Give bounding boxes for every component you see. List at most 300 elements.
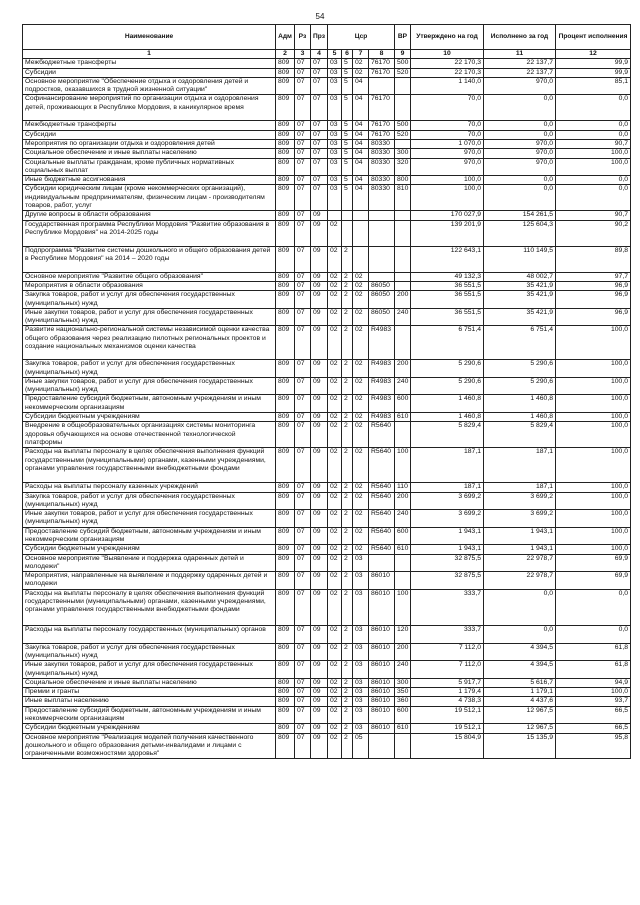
cell-prz: 09 [311, 220, 328, 246]
cell-rz: 07 [295, 185, 311, 211]
cell-approved: 4 738,3 [411, 697, 484, 706]
table-row [23, 149, 631, 158]
cell-vr: 100 [395, 448, 411, 483]
cell-percent: 89,8 [556, 246, 631, 272]
cell-csr-direction: 80330 [369, 176, 395, 185]
cell-vr: 350 [395, 688, 411, 697]
budget-execution-table [22, 24, 631, 759]
cell-approved: 100,0 [411, 176, 484, 185]
cell-executed: 1 460,8 [484, 413, 556, 422]
cell-rz: 07 [295, 395, 311, 413]
cell-executed: 187,1 [484, 448, 556, 483]
cell-vr [395, 246, 411, 272]
cell-csr-subprogram: 2 [342, 326, 353, 360]
cell-percent: 0,0 [556, 95, 631, 121]
cell-name: Мероприятия в области образования [23, 281, 276, 290]
cell-csr-subprogram: 5 [342, 77, 353, 95]
cell-csr-subprogram: 2 [342, 706, 353, 724]
cell-adm: 809 [276, 308, 295, 326]
cell-csr-event: 03 [353, 572, 369, 590]
cell-percent: 61,8 [556, 643, 631, 661]
cell-csr-event: 03 [353, 661, 369, 679]
cell-csr-program: 02 [328, 678, 342, 687]
cell-rz: 07 [295, 678, 311, 687]
table-row [23, 211, 631, 220]
header-name: Наименование [23, 25, 276, 50]
cell-csr-subprogram: 5 [342, 149, 353, 158]
column-numbers-row [23, 50, 631, 59]
cell-csr-program: 02 [328, 326, 342, 360]
cell-adm: 809 [276, 246, 295, 272]
cell-approved: 333,7 [411, 625, 484, 643]
cell-name: Предоставление субсидий бюджетным, автономным учреждениям и иным некоммерческим организациям [23, 706, 276, 724]
cell-percent: 99,9 [556, 59, 631, 68]
cell-csr-direction: 86050 [369, 281, 395, 290]
cell-name: Субсидии бюджетным учреждениям [23, 545, 276, 554]
cell-prz: 07 [311, 95, 328, 121]
cell-executed: 970,0 [484, 139, 556, 148]
cell-approved: 70,0 [411, 121, 484, 130]
table-header [23, 25, 631, 50]
cell-vr: 200 [395, 291, 411, 309]
cell-csr-event: 02 [353, 448, 369, 483]
cell-adm: 809 [276, 527, 295, 545]
cell-csr-direction: 76170 [369, 59, 395, 68]
cell-csr-direction: 86010 [369, 661, 395, 679]
cell-rz: 07 [295, 220, 311, 246]
cell-approved: 1 460,8 [411, 413, 484, 422]
cell-csr-program: 02 [328, 246, 342, 272]
cell-csr-event: 03 [353, 643, 369, 661]
cell-prz: 09 [311, 643, 328, 661]
cell-executed: 5 616,7 [484, 678, 556, 687]
cell-approved: 5 290,6 [411, 360, 484, 378]
cell-csr-subprogram: 2 [342, 272, 353, 281]
cell-csr-subprogram [342, 211, 353, 220]
cell-executed: 110 149,5 [484, 246, 556, 272]
cell-approved: 333,7 [411, 589, 484, 625]
cell-vr: 300 [395, 149, 411, 158]
cell-adm: 809 [276, 688, 295, 697]
cell-csr-subprogram: 2 [342, 688, 353, 697]
cell-csr-program: 03 [328, 121, 342, 130]
cell-name: Закупка товаров, работ и услуг для обеспечения государственных (муниципальных) нужд [23, 291, 276, 309]
cell-adm: 809 [276, 59, 295, 68]
cell-approved: 70,0 [411, 95, 484, 121]
cell-csr-direction [369, 733, 395, 759]
cell-csr-direction: 76170 [369, 68, 395, 77]
cell-name: Основное мероприятие "Выявление и поддержка одаренных детей и молодежи" [23, 554, 276, 572]
cell-executed: 1 943,1 [484, 545, 556, 554]
cell-approved: 100,0 [411, 185, 484, 211]
cell-csr-subprogram: 2 [342, 377, 353, 395]
cell-name: Социальное обеспечение и иные выплаты населению [23, 678, 276, 687]
cell-vr: 200 [395, 360, 411, 378]
cell-rz: 07 [295, 281, 311, 290]
cell-vr [395, 554, 411, 572]
cell-csr-direction: R4983 [369, 395, 395, 413]
table-row [23, 121, 631, 130]
cell-approved: 5 829,4 [411, 422, 484, 448]
cell-prz: 07 [311, 149, 328, 158]
cell-percent: 100,0 [556, 326, 631, 360]
cell-csr-program: 02 [328, 492, 342, 510]
cell-percent: 96,9 [556, 281, 631, 290]
cell-csr-event [353, 211, 369, 220]
cell-executed: 35 421,9 [484, 291, 556, 309]
cell-adm: 809 [276, 510, 295, 528]
cell-vr [395, 139, 411, 148]
cell-executed: 1 179,1 [484, 688, 556, 697]
cell-adm: 809 [276, 77, 295, 95]
cell-percent: 97,7 [556, 272, 631, 281]
cell-csr-event: 03 [353, 688, 369, 697]
cell-approved: 187,1 [411, 448, 484, 483]
cell-csr-event: 02 [353, 510, 369, 528]
cell-csr-program: 02 [328, 589, 342, 625]
cell-csr-program: 03 [328, 139, 342, 148]
cell-executed: 15 135,9 [484, 733, 556, 759]
column-number: 8 [369, 50, 395, 59]
cell-csr-direction: R5640 [369, 545, 395, 554]
cell-name: Основное мероприятие "Обеспечение отдыха и оздоровления детей и подростков, оказавшихся в трудной жизненной ситуации" [23, 77, 276, 95]
cell-prz: 09 [311, 706, 328, 724]
cell-name: Субсидии [23, 130, 276, 139]
cell-csr-program: 02 [328, 308, 342, 326]
table-row [23, 724, 631, 733]
cell-name: Основное мероприятие "Развитие общего образования" [23, 272, 276, 281]
cell-csr-program: 03 [328, 95, 342, 121]
cell-percent: 0,0 [556, 185, 631, 211]
cell-adm: 809 [276, 158, 295, 176]
cell-csr-subprogram: 2 [342, 510, 353, 528]
cell-name: Предоставление субсидий бюджетным, автономным учреждениям и иным некоммерческим организациям [23, 395, 276, 413]
cell-csr-event: 02 [353, 545, 369, 554]
cell-approved: 19 512,1 [411, 724, 484, 733]
cell-name: Субсидии бюджетным учреждениям [23, 413, 276, 422]
cell-adm: 809 [276, 724, 295, 733]
table-row [23, 483, 631, 492]
cell-prz: 09 [311, 272, 328, 281]
cell-approved: 49 132,3 [411, 272, 484, 281]
cell-rz: 07 [295, 139, 311, 148]
cell-adm: 809 [276, 95, 295, 121]
cell-approved: 3 699,2 [411, 492, 484, 510]
cell-csr-event: 03 [353, 625, 369, 643]
table-row [23, 510, 631, 528]
cell-percent: 90,7 [556, 139, 631, 148]
header-csr: Цср [328, 25, 395, 50]
cell-vr [395, 572, 411, 590]
cell-vr: 240 [395, 377, 411, 395]
column-number: 2 [276, 50, 295, 59]
cell-csr-subprogram: 5 [342, 95, 353, 121]
cell-vr: 600 [395, 395, 411, 413]
column-number: 9 [395, 50, 411, 59]
cell-adm: 809 [276, 395, 295, 413]
cell-adm: 809 [276, 272, 295, 281]
cell-approved: 19 512,1 [411, 706, 484, 724]
header-vr: ВР [395, 25, 411, 50]
header-prz: Прз [311, 25, 328, 50]
cell-vr: 100 [395, 589, 411, 625]
cell-csr-event: 02 [353, 413, 369, 422]
cell-prz: 07 [311, 59, 328, 68]
cell-percent: 100,0 [556, 510, 631, 528]
cell-csr-event: 02 [353, 326, 369, 360]
cell-prz: 09 [311, 281, 328, 290]
table-row [23, 448, 631, 483]
cell-csr-subprogram: 2 [342, 291, 353, 309]
cell-vr: 240 [395, 510, 411, 528]
cell-name: Закупка товаров, работ и услуг для обеспечения государственных (муниципальных) нужд [23, 360, 276, 378]
cell-csr-subprogram: 2 [342, 360, 353, 378]
cell-rz: 07 [295, 291, 311, 309]
column-number: 5 [328, 50, 342, 59]
cell-csr-program: 03 [328, 149, 342, 158]
cell-percent: 0,0 [556, 121, 631, 130]
page-number: 54 [315, 12, 325, 21]
cell-prz: 09 [311, 625, 328, 643]
cell-rz: 07 [295, 572, 311, 590]
cell-name: Иные закупки товаров, работ и услуг для обеспечения государственных (муниципальных) нужд [23, 308, 276, 326]
column-number: 12 [556, 50, 631, 59]
cell-name: Предоставление субсидий бюджетным, автономным учреждениям и иным некоммерческим организациям [23, 527, 276, 545]
cell-vr: 500 [395, 121, 411, 130]
cell-vr [395, 211, 411, 220]
cell-csr-direction: 86010 [369, 697, 395, 706]
cell-adm: 809 [276, 185, 295, 211]
table-row [23, 678, 631, 687]
cell-csr-program: 03 [328, 68, 342, 77]
cell-rz: 07 [295, 697, 311, 706]
cell-csr-direction: 86050 [369, 291, 395, 309]
cell-vr [395, 326, 411, 360]
cell-csr-direction: 80330 [369, 158, 395, 176]
cell-vr: 200 [395, 643, 411, 661]
cell-prz: 09 [311, 527, 328, 545]
cell-executed: 0,0 [484, 589, 556, 625]
cell-adm: 809 [276, 697, 295, 706]
table-row [23, 158, 631, 176]
cell-executed: 4 437,6 [484, 697, 556, 706]
cell-rz: 07 [295, 272, 311, 281]
cell-approved: 970,0 [411, 158, 484, 176]
cell-csr-event: 04 [353, 121, 369, 130]
table-row [23, 272, 631, 281]
cell-name: Межбюджетные трансферты [23, 121, 276, 130]
cell-rz: 07 [295, 448, 311, 483]
table-row [23, 625, 631, 643]
cell-csr-event: 04 [353, 185, 369, 211]
cell-csr-program: 02 [328, 413, 342, 422]
cell-rz: 07 [295, 77, 311, 95]
cell-percent: 0,0 [556, 176, 631, 185]
cell-prz: 09 [311, 661, 328, 679]
cell-adm: 809 [276, 377, 295, 395]
cell-csr-direction [369, 246, 395, 272]
cell-csr-program: 02 [328, 643, 342, 661]
table-row [23, 395, 631, 413]
cell-executed: 0,0 [484, 185, 556, 211]
cell-csr-event: 02 [353, 377, 369, 395]
cell-rz: 07 [295, 554, 311, 572]
cell-executed: 3 699,2 [484, 492, 556, 510]
cell-csr-event: 02 [353, 492, 369, 510]
table-row [23, 661, 631, 679]
cell-rz: 07 [295, 211, 311, 220]
cell-rz: 07 [295, 733, 311, 759]
cell-prz: 09 [311, 483, 328, 492]
cell-percent: 100,0 [556, 149, 631, 158]
cell-prz: 09 [311, 448, 328, 483]
cell-csr-event: 02 [353, 308, 369, 326]
cell-name: Расходы на выплаты персоналу казенных учреждений [23, 483, 276, 492]
header-adm: Адм [276, 25, 295, 50]
cell-executed: 6 751,4 [484, 326, 556, 360]
cell-csr-subprogram: 2 [342, 246, 353, 272]
cell-csr-direction: R5640 [369, 483, 395, 492]
cell-rz: 07 [295, 121, 311, 130]
cell-vr: 810 [395, 185, 411, 211]
cell-name: Другие вопросы в области образования [23, 211, 276, 220]
cell-approved: 22 170,3 [411, 68, 484, 77]
cell-vr [395, 733, 411, 759]
cell-approved: 3 699,2 [411, 510, 484, 528]
cell-name: Расходы на выплаты персоналу в целях обеспечения выполнения функций государственными (муниципальными) органами, казенными учреждениями, органами управления государственными внебюджетными фондами [23, 589, 276, 625]
cell-csr-program: 02 [328, 395, 342, 413]
cell-approved: 1 943,1 [411, 545, 484, 554]
table-row [23, 377, 631, 395]
cell-csr-event: 03 [353, 724, 369, 733]
cell-name: Иные закупки товаров, работ и услуг для обеспечения государственных (муниципальных) нужд [23, 510, 276, 528]
cell-adm: 809 [276, 678, 295, 687]
cell-csr-event: 02 [353, 422, 369, 448]
cell-executed: 5 290,6 [484, 377, 556, 395]
cell-percent: 100,0 [556, 688, 631, 697]
cell-csr-direction: 86010 [369, 724, 395, 733]
table-row [23, 281, 631, 290]
cell-csr-program: 03 [328, 176, 342, 185]
cell-csr-event: 02 [353, 527, 369, 545]
cell-approved: 70,0 [411, 130, 484, 139]
cell-csr-program: 02 [328, 220, 342, 246]
cell-adm: 809 [276, 121, 295, 130]
cell-vr: 240 [395, 661, 411, 679]
cell-csr-subprogram: 2 [342, 395, 353, 413]
cell-csr-event: 05 [353, 733, 369, 759]
cell-prz: 09 [311, 360, 328, 378]
cell-prz: 09 [311, 291, 328, 309]
cell-prz: 07 [311, 176, 328, 185]
cell-csr-event: 02 [353, 281, 369, 290]
cell-adm: 809 [276, 291, 295, 309]
table-row [23, 130, 631, 139]
cell-vr: 520 [395, 68, 411, 77]
cell-prz: 09 [311, 422, 328, 448]
cell-approved: 5 290,6 [411, 377, 484, 395]
cell-vr: 360 [395, 697, 411, 706]
table-row [23, 492, 631, 510]
cell-rz: 07 [295, 688, 311, 697]
cell-csr-direction [369, 272, 395, 281]
cell-rz: 07 [295, 492, 311, 510]
cell-prz: 07 [311, 121, 328, 130]
cell-name: Иные закупки товаров, работ и услуг для обеспечения государственных (муниципальных) нужд [23, 377, 276, 395]
cell-prz: 09 [311, 554, 328, 572]
cell-percent: 0,0 [556, 625, 631, 643]
cell-csr-event: 02 [353, 395, 369, 413]
cell-name: Расходы на выплаты персоналу государственных (муниципальных) органов [23, 625, 276, 643]
cell-prz: 09 [311, 589, 328, 625]
cell-percent: 0,0 [556, 130, 631, 139]
cell-csr-direction: 80330 [369, 149, 395, 158]
cell-prz: 09 [311, 211, 328, 220]
cell-rz: 07 [295, 59, 311, 68]
cell-csr-program: 02 [328, 554, 342, 572]
cell-approved: 36 551,5 [411, 281, 484, 290]
cell-csr-subprogram: 2 [342, 483, 353, 492]
cell-csr-event: 03 [353, 589, 369, 625]
cell-executed: 187,1 [484, 483, 556, 492]
cell-vr: 320 [395, 158, 411, 176]
cell-prz: 09 [311, 697, 328, 706]
cell-csr-subprogram: 5 [342, 185, 353, 211]
table-row [23, 706, 631, 724]
cell-prz: 07 [311, 130, 328, 139]
cell-name: Расходы на выплаты персоналу в целях обеспечения выполнения функций государственными (муниципальными) органами, казенными учреждениями, органами управления государственными внебюджетными фондами [23, 448, 276, 483]
cell-prz: 09 [311, 308, 328, 326]
cell-vr: 240 [395, 308, 411, 326]
cell-percent: 0,0 [556, 589, 631, 625]
cell-adm: 809 [276, 483, 295, 492]
cell-prz: 09 [311, 678, 328, 687]
cell-approved: 970,0 [411, 149, 484, 158]
cell-approved: 36 551,5 [411, 291, 484, 309]
cell-adm: 809 [276, 139, 295, 148]
cell-approved: 1 943,1 [411, 527, 484, 545]
cell-percent: 100,0 [556, 413, 631, 422]
cell-adm: 809 [276, 422, 295, 448]
table-row [23, 572, 631, 590]
cell-csr-direction [369, 554, 395, 572]
cell-csr-direction: 86010 [369, 589, 395, 625]
cell-name: Подпрограмма "Развитие системы дошкольного и общего образования детей в Республике Мордовия" на 2014 – 2020 годы [23, 246, 276, 272]
cell-csr-subprogram: 2 [342, 545, 353, 554]
cell-csr-subprogram: 5 [342, 139, 353, 148]
cell-executed: 4 394,5 [484, 661, 556, 679]
cell-rz: 07 [295, 246, 311, 272]
cell-csr-direction: 80330 [369, 139, 395, 148]
cell-vr [395, 272, 411, 281]
cell-executed: 4 394,5 [484, 643, 556, 661]
cell-approved: 32 875,5 [411, 554, 484, 572]
table-row [23, 697, 631, 706]
cell-csr-program: 03 [328, 158, 342, 176]
cell-csr-subprogram: 5 [342, 121, 353, 130]
cell-csr-program: 02 [328, 527, 342, 545]
cell-vr: 300 [395, 678, 411, 687]
cell-adm: 809 [276, 360, 295, 378]
cell-prz: 07 [311, 158, 328, 176]
cell-name: Премии и гранты [23, 688, 276, 697]
cell-csr-subprogram: 5 [342, 176, 353, 185]
cell-percent: 96,9 [556, 291, 631, 309]
cell-csr-subprogram: 2 [342, 281, 353, 290]
cell-executed: 35 421,9 [484, 308, 556, 326]
cell-approved: 1 179,4 [411, 688, 484, 697]
cell-adm: 809 [276, 661, 295, 679]
